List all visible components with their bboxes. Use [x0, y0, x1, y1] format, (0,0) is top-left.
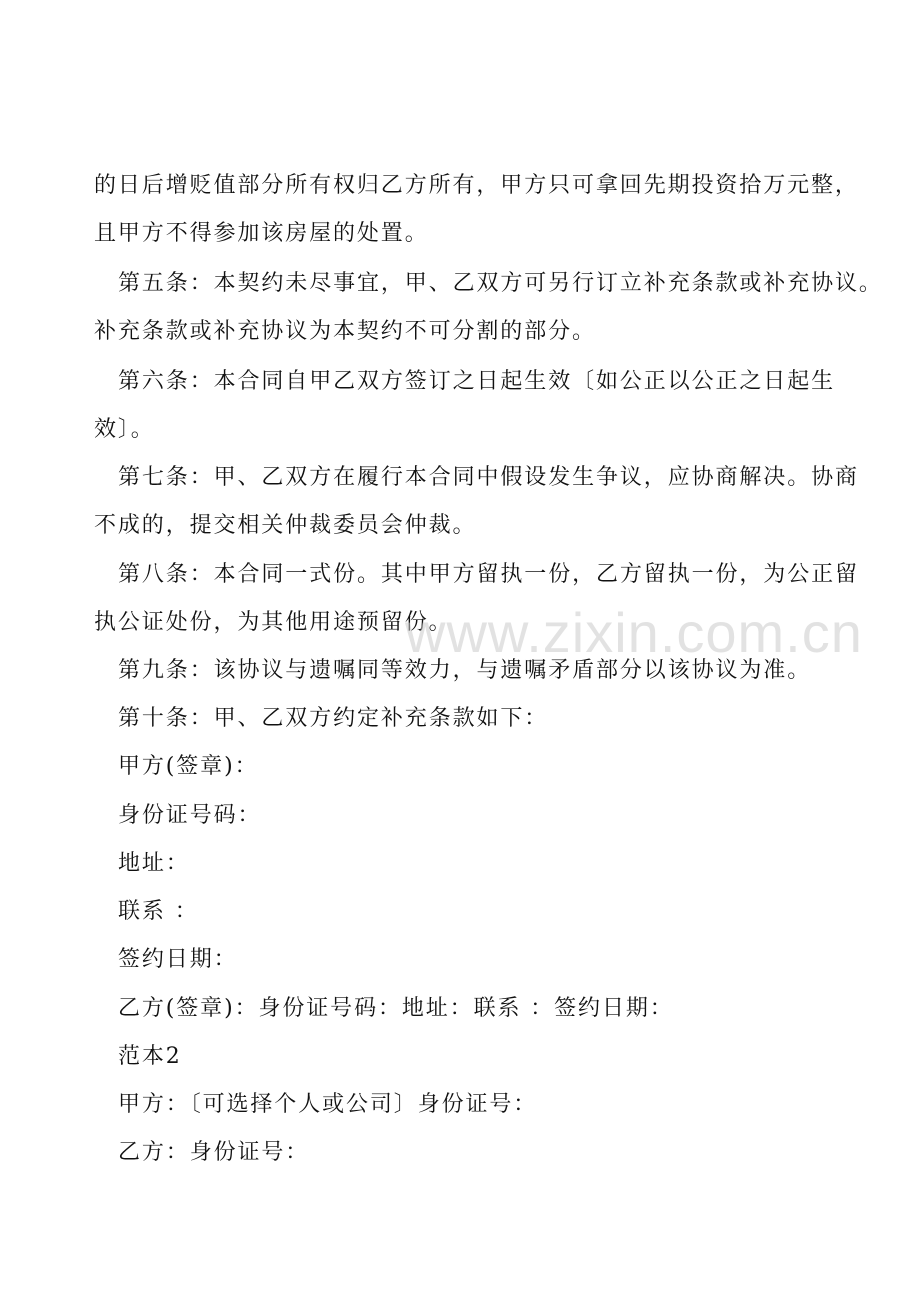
template-2-party-a: 甲方：〔可选择个人或公司〕身份证号：	[118, 1092, 538, 1117]
party-b-signature-block: 乙方(签章)：身份证号码：地址：联系 ：签约日期：	[118, 996, 674, 1021]
article-8-line-1: 第八条：本合同一式份。其中甲方留执一份，乙方留执一份，为公正留	[118, 562, 859, 587]
template-2-party-b: 乙方：身份证号：	[118, 1140, 310, 1165]
party-a-address: 地址：	[118, 851, 190, 876]
party-a-sign-date: 签约日期：	[118, 947, 238, 972]
party-a-contact: 联系 ：	[118, 899, 199, 924]
article-7-line-1: 第七条：甲、乙双方在履行本合同中假设发生争议，应协商解决。协商	[118, 465, 859, 490]
article-8-line-2: 执公证处份，为其他用途预留份。	[94, 610, 453, 635]
article-10-line: 第十条：甲、乙双方约定补充条款如下：	[118, 706, 549, 731]
article-6-line-2: 效〕。	[94, 417, 155, 442]
article-7-line-2: 不成的，提交相关仲裁委员会仲裁。	[94, 513, 477, 538]
party-a-signature: 甲方(签章)：	[118, 754, 259, 779]
watermark-text: www.zixin.com.cn	[405, 601, 863, 664]
article-9-line: 第九条：该协议与遗嘱同等效力，与遗嘱矛盾部分以该协议为准。	[118, 658, 812, 683]
article-6-line-1: 第六条：本合同自甲乙双方签订之日起生效〔如公正以公正之日起生	[118, 369, 836, 394]
article-5-line-1: 第五条：本契约未尽事宜，甲、乙双方可另行订立补充条款或补充协议。	[118, 271, 883, 296]
party-a-id-number: 身份证号码：	[118, 803, 262, 828]
article-5-line-2: 补充条款或补充协议为本契约不可分割的部分。	[94, 319, 596, 344]
template-2-heading: 范本2	[118, 1044, 182, 1069]
body-line-1: 的日后增贬值部分所有权归乙方所有，甲方只可拿回先期投资拾万元整，	[94, 173, 859, 198]
body-line-2: 且甲方不得参加该房屋的处置。	[94, 221, 429, 246]
